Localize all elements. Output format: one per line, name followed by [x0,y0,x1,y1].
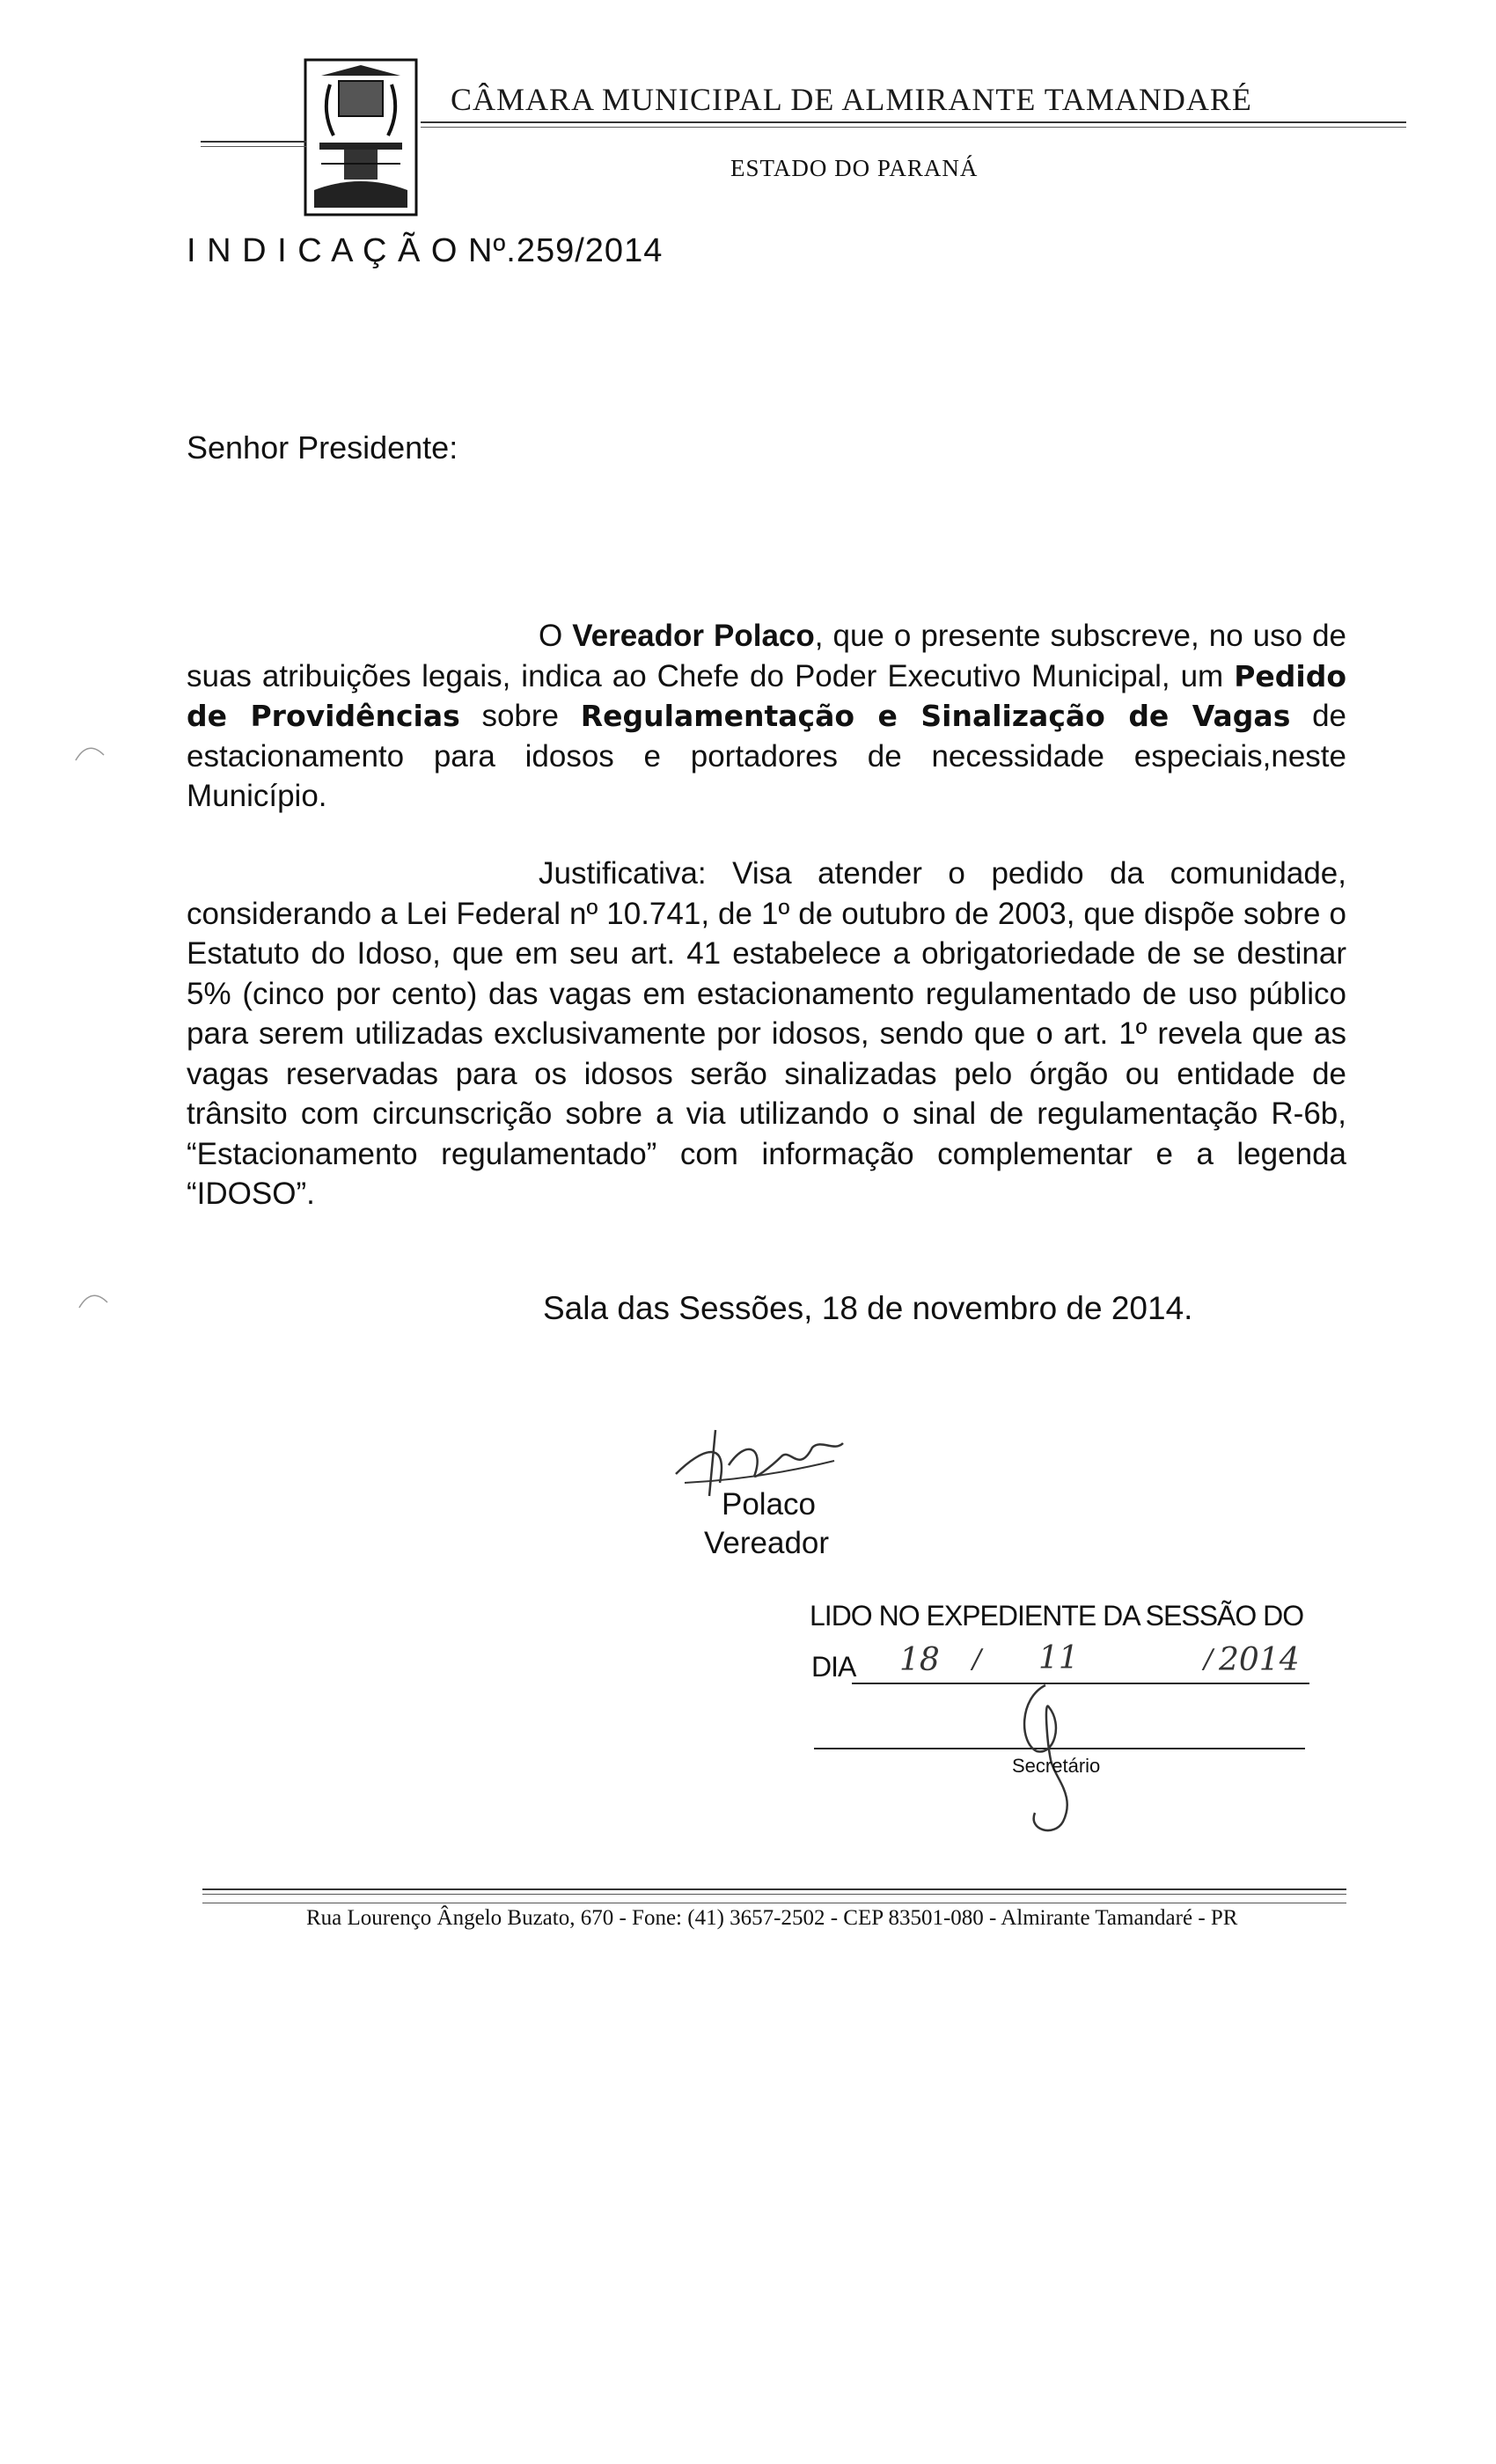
punch-hole-mark [72,737,107,764]
header-rule-right [421,121,1406,128]
stamp-date-separator: / [972,1644,982,1675]
signer-role: Vereador [704,1526,830,1560]
punch-hole-mark [76,1285,111,1311]
institution-name: CÂMARA MUNICIPAL DE ALMIRANTE TAMANDARÉ [451,82,1252,117]
header-rule-left [201,141,306,147]
councilman-name-bold: Vereador Polaco [572,619,815,653]
stamp-date-line [852,1683,1309,1684]
stamp-month-handwritten: 11 [1038,1640,1079,1676]
document-number: I N D I C A Ç Ã O Nº.259/2014 [187,232,664,269]
stamp-role: Secretário [1012,1755,1101,1777]
stamp-day-handwritten: 18 [899,1642,940,1678]
footer-address: Rua Lourenço Ângelo Buzato, 670 - Fone: (41) 3657-2502 - CEP 83501-080 - Almirante Tamandaré - PR [306,1906,1238,1930]
request-paragraph: O Vereador Polaco, que o presente subscreve, no uso de suas atribuições legais, indica ao Chefe do Poder Executivo Municipal, um Pedido de Providências sobre Regulamentação e Sinalização de Vagas de estacionamento para idosos e portadores de necessidade especiais,neste Município. [187,619,1346,813]
signer-name: Polaco [722,1487,817,1522]
closing-line: Sala das Sessões, 18 de novembro de 2014. [543,1290,1193,1326]
stamp-date-separator: / [1204,1644,1214,1675]
municipal-crest-logo [304,58,418,216]
stamp-year-handwritten: 2014 [1219,1642,1300,1678]
request-type-bold: Pedido de Providências [187,658,1346,733]
stamp-heading: LIDO NO EXPEDIENTE DA SESSÃO DO [810,1600,1304,1632]
request-subject-bold: Regulamentação e Sinalização de Vagas [580,699,1291,733]
state-name: ESTADO DO PARANÁ [730,155,979,181]
stamp-date-label: DIA [811,1651,856,1683]
salutation: Senhor Presidente: [187,429,458,466]
footer-rule [202,1888,1346,1895]
justification-paragraph: Justificativa: Visa atender o pedido da comunidade, considerando a Lei Federal nº 10.741, de 1º de outubro de 2003, que dispõe sobre o Estatuto do Idoso, que em seu art. 41 estabelece a obrigatoriedade de se destinar 5% (cinco por cento) das vagas em estacionamento regulamentado de uso público para serem utilizadas exclusivamente por idosos, sendo que o art. 1º revela que as vagas reservadas para os idosos serão sinalizadas pelo órgão ou entidade de trânsito com circunscrição sobre a via utilizando o sinal de regulamentação R-6b, “Estacionamento regulamentado” com informação complementar e a legenda “IDOSO”. [187,856,1346,1211]
